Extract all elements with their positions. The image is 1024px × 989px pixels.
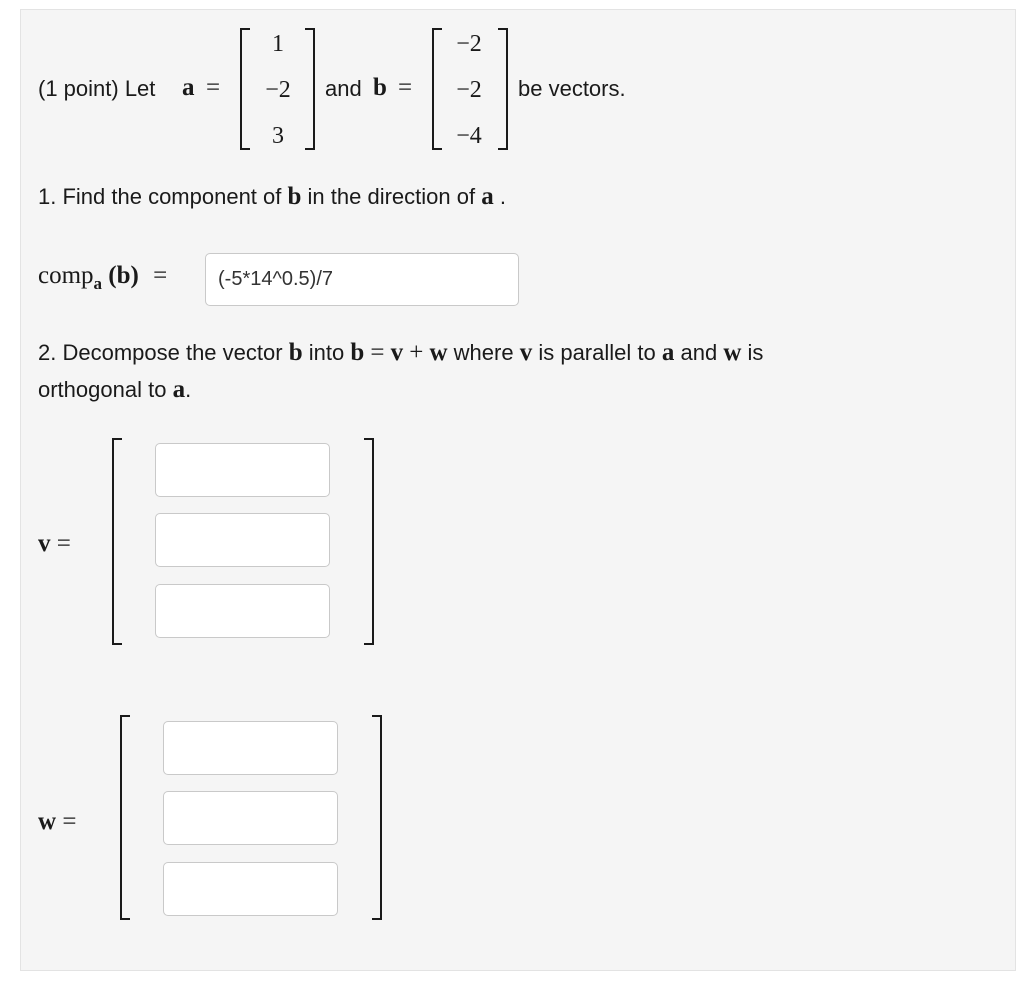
q2-w1: w	[429, 339, 448, 366]
component-answer-input[interactable]	[205, 253, 519, 306]
vector-b-entry-3: −4	[456, 123, 482, 149]
v-label	[38, 530, 71, 558]
w-label	[38, 808, 76, 836]
w-left-bracket	[120, 715, 130, 920]
comp-equals: =	[153, 262, 168, 289]
intro-and: and	[325, 76, 362, 101]
q2-v1: v	[390, 339, 404, 366]
v-right-bracket	[364, 438, 374, 645]
q2-a2: a	[172, 376, 186, 403]
w-component-3-input[interactable]	[163, 862, 338, 916]
q2-p5: and	[680, 340, 718, 365]
intro-equals-b: =	[398, 74, 413, 101]
v-symbol: v	[38, 530, 51, 557]
v-left-bracket	[112, 438, 122, 645]
q1-period: .	[499, 184, 506, 209]
intro-b-symbol: b	[373, 74, 387, 101]
q2-b1: b	[288, 339, 303, 366]
v-component-2-input[interactable]	[155, 513, 330, 567]
q2-p3: where	[453, 340, 514, 365]
q2-period: .	[185, 377, 192, 402]
vector-a-right-bracket	[305, 28, 315, 150]
vector-a-entry-1: 1	[272, 31, 284, 57]
intro-prefix: (1 point) Let	[38, 76, 156, 101]
vector-b-left-bracket	[432, 28, 442, 150]
vector-a-entry-2: −2	[265, 77, 291, 103]
intro-a-symbol: a	[182, 74, 195, 101]
intro-suffix: be vectors.	[518, 76, 626, 101]
q2-p4: is parallel to	[538, 340, 656, 365]
q2-eq: =	[370, 339, 385, 366]
comp-label	[38, 262, 168, 293]
w-right-bracket	[372, 715, 382, 920]
q2-p6: is	[747, 340, 764, 365]
q2-p1: 2. Decompose the vector	[38, 340, 283, 365]
intro-equals-a: =	[206, 74, 221, 101]
q2-line2: orthogonal to	[38, 377, 167, 402]
q2-v2: v	[519, 339, 533, 366]
q1-b: b	[287, 183, 302, 210]
q2-a1: a	[661, 339, 675, 366]
q1-prefix: 1. Find the component of	[38, 184, 282, 209]
q1-a: a	[481, 183, 494, 210]
q1-prompt	[38, 184, 506, 210]
comp-argument: (b)	[108, 262, 139, 289]
q2-p2: into	[308, 340, 345, 365]
q2-prompt-line1	[38, 340, 763, 366]
w-equals: =	[62, 808, 77, 835]
v-equals: =	[56, 530, 71, 557]
vector-b-entry-2: −2	[456, 77, 482, 103]
q2-plus: +	[409, 339, 424, 366]
q2-b2: b	[350, 339, 365, 366]
w-component-2-input[interactable]	[163, 791, 338, 845]
vector-a-left-bracket	[240, 28, 250, 150]
q1-middle: in the direction of	[307, 184, 476, 209]
q2-w2: w	[723, 339, 742, 366]
v-component-1-input[interactable]	[155, 443, 330, 497]
comp-subscript: a	[93, 274, 103, 293]
w-symbol: w	[38, 808, 57, 835]
vector-b-entry-1: −2	[456, 31, 482, 57]
vector-b-right-bracket	[498, 28, 508, 150]
w-component-1-input[interactable]	[163, 721, 338, 775]
q2-prompt-line2	[38, 377, 191, 403]
v-component-3-input[interactable]	[155, 584, 330, 638]
vector-a-entry-3: 3	[272, 123, 284, 149]
comp-text: comp	[38, 262, 94, 289]
